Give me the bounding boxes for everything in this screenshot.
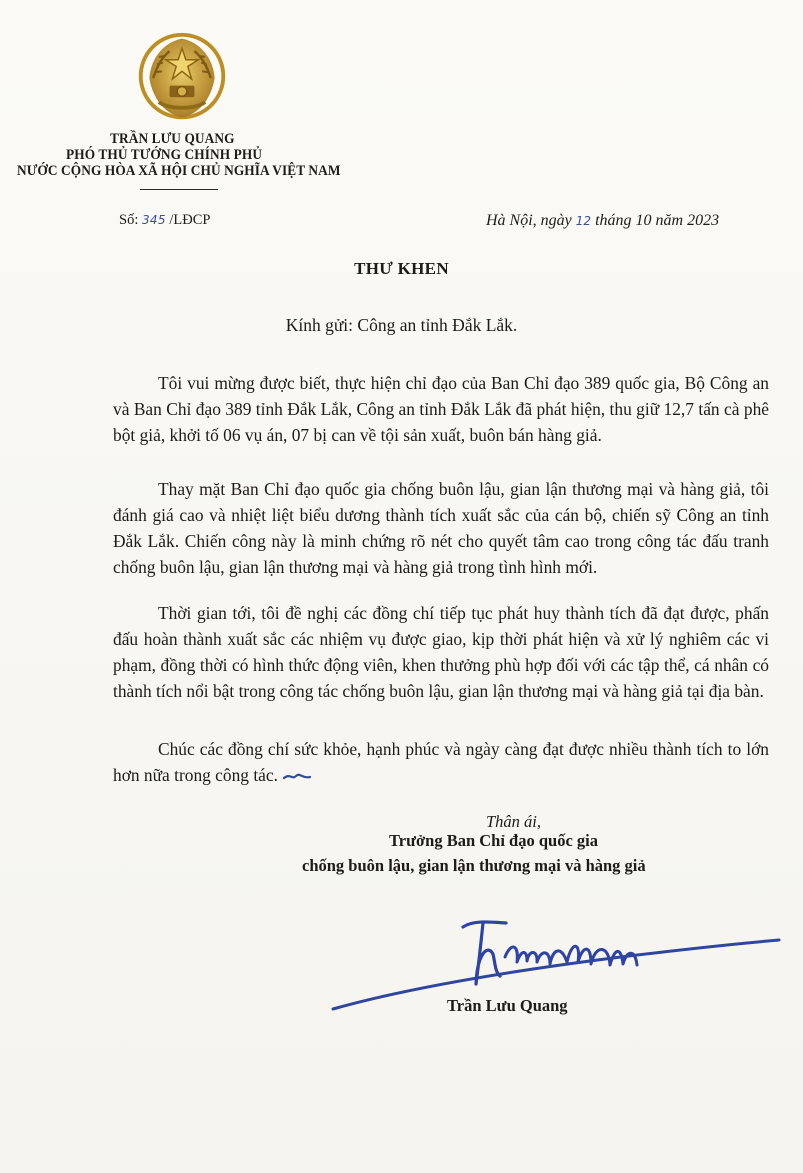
country-name: NƯỚC CỘNG HÒA XÃ HỘI CHỦ NGHĨA VIỆT NAM	[17, 163, 341, 179]
closing-text: Thân ái,	[486, 812, 542, 831]
signer-title-line-2: chống buôn lậu, gian lận thương mại và hàng giả	[302, 856, 646, 875]
body-paragraph-2: Thay mặt Ban Chỉ đạo quốc gia chống buôn lậu, gian lận thương mại và hàng giả, tôi đánh giá cao và nhiệt liệt biểu dương thành tích xuất sắc của cán bộ, chiến sỹ Công an tỉnh Đắk Lắk. Chiến công này là minh chứng rõ nét cho quyết tâm cao trong công tác đấu tranh chống buôn lậu, gian lận thương mại và hàng giả trong tình hình mới.	[113, 479, 769, 578]
document-number-value: 345	[141, 213, 166, 227]
ink-mark-icon	[282, 772, 312, 782]
body-paragraph-3: Thời gian tới, tôi đề nghị các đồng chí tiếp tục phát huy thành tích đã đạt được, phấn đấu hoàn thành xuất sắc các nhiệm vụ được giao, kịp thời phát hiện và xử lý nghiêm các vi phạm, đồng thời có hình thức động viên, khen thưởng phù hợp đối với các tập thể, cá nhân có thành tích nổi bật trong công tác chống buôn lậu, gian lận thương mại và hàng giả tại địa bàn.	[113, 603, 769, 702]
signer-name: Trần Lưu Quang	[447, 996, 568, 1015]
issuer-name: TRẦN LƯU QUANG	[110, 131, 235, 147]
body-paragraph-4-text: Chúc các đồng chí sức khỏe, hạnh phúc và ngày càng đạt được nhiều thành tích to lớn hơn nữa trong công tác.	[113, 739, 769, 786]
document-number	[119, 212, 211, 229]
document-number-suffix: /LĐCP	[169, 212, 211, 228]
document-number-label: Số:	[119, 212, 139, 228]
state-emblem-icon	[134, 30, 230, 126]
body-paragraph-4	[113, 736, 769, 788]
date-suffix: tháng 10 năm 2023	[595, 212, 720, 229]
document-title: THƯ KHEN	[354, 259, 449, 278]
header-divider	[140, 189, 218, 190]
body-paragraph-1: Tôi vui mừng được biết, thực hiện chỉ đạo của Ban Chỉ đạo 389 quốc gia, Bộ Công an và Ban Chỉ đạo 389 tỉnh Đắk Lắk, Công an tỉnh Đắk Lắk đã phát hiện, thu giữ 12,7 tấn cà phê bột giả, khởi tố 06 vụ án, 07 bị can về tội sản xuất, buôn bán hàng giả.	[113, 373, 769, 446]
document-date	[486, 212, 719, 230]
issuer-position: PHÓ THỦ TƯỚNG CHÍNH PHỦ	[66, 147, 263, 163]
signer-title-line-1: Trưởng Ban Chỉ đạo quốc gia	[389, 831, 598, 850]
date-day: 12	[575, 214, 592, 228]
date-prefix: Hà Nội, ngày	[486, 212, 572, 229]
recipient-greeting: Kính gửi: Công an tỉnh Đắk Lắk.	[285, 315, 518, 335]
